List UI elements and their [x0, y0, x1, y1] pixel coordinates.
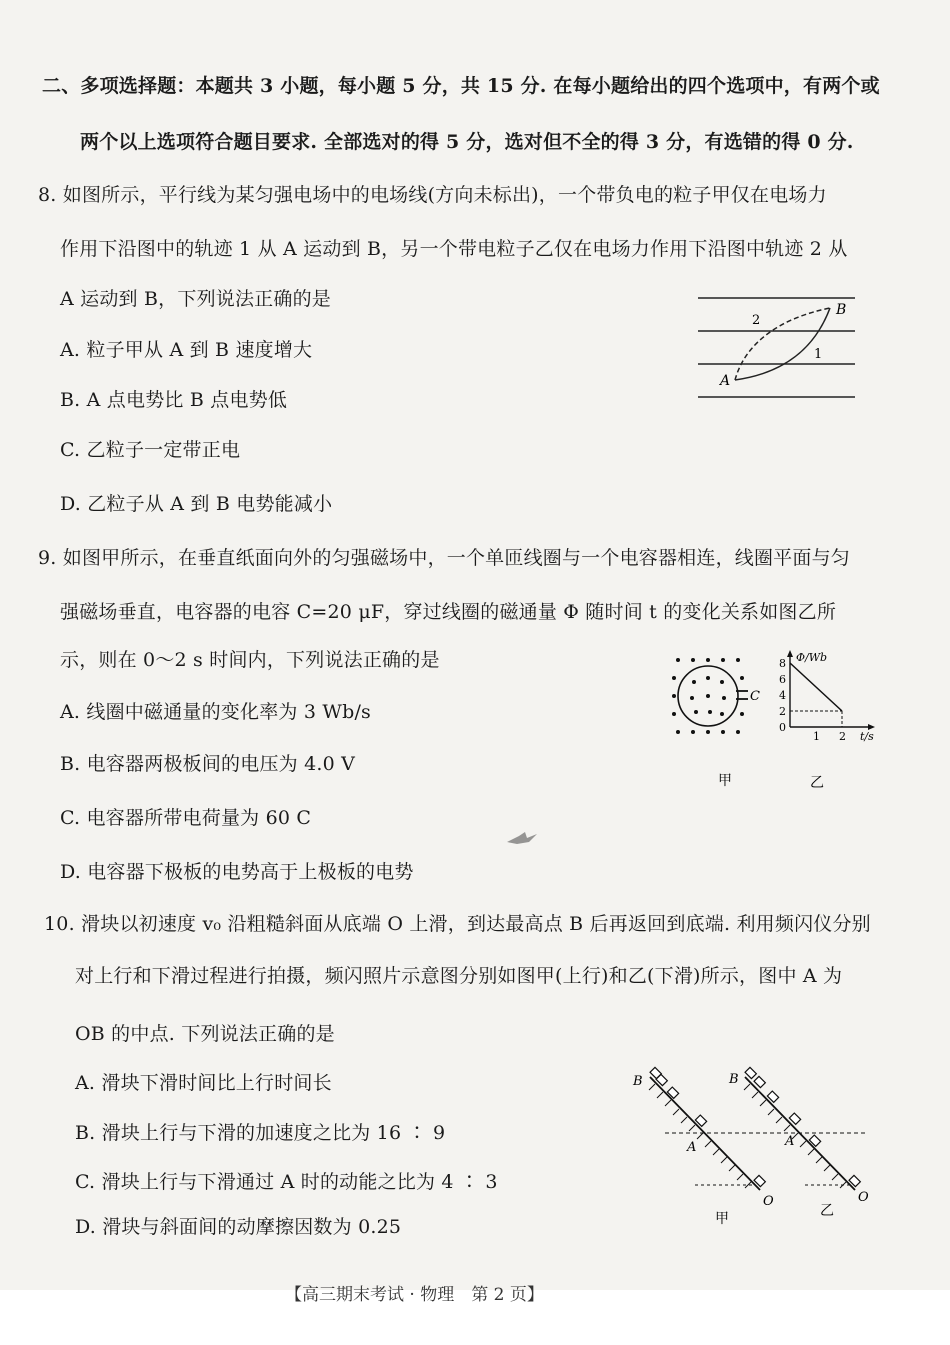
q10-label-a1: A: [687, 1140, 697, 1155]
q8-trajectory-1: [735, 308, 830, 380]
q10-option-a: A. 滑块下滑时间比上行时间长: [75, 1072, 332, 1094]
q9-field-dots: [672, 658, 744, 734]
q9-ytick-label: 4: [779, 689, 786, 702]
q8-option-b: B. A 点电势比 B 点电势低: [60, 389, 288, 411]
section-header-line2: 两个以上选项符合题目要求. 全部选对的得 5 分，选对但不全的得 3 分，有选错的得 0 分.: [80, 131, 854, 153]
q9-option-d: D. 电容器下极板的电势高于上极板的电势: [60, 861, 414, 883]
q9-ytick-label: 0: [779, 721, 786, 734]
q10-label-o2: O: [858, 1190, 869, 1205]
q8-stem-line2: 作用下沿图中的轨迹 1 从 A 运动到 B，另一个带电粒子乙仅在电场力作用下沿图中轨迹 2 从: [60, 238, 848, 260]
q9-ylabel: Φ/Wb: [796, 651, 828, 664]
q10-stem-line3: OB 的中点. 下列说法正确的是: [75, 1023, 335, 1045]
q10-label-b1: B: [633, 1074, 643, 1089]
q10-incline-jia: [632, 1067, 774, 1227]
q9-stem-line2: 强磁场垂直，电容器的电容 C=20 μF，穿过线圈的磁通量 Φ 随时间 t 的变化关系如图乙所: [60, 601, 837, 623]
q9-cap-label: C: [750, 689, 760, 704]
q9-coil-figure: [668, 652, 768, 792]
q8-field-figure: [690, 288, 860, 403]
q8-trajectory-2: [735, 308, 830, 380]
q10-caption-jia: 甲: [715, 1211, 729, 1227]
q9-caption-yi: 乙: [810, 775, 824, 791]
q9-flux-chart: [770, 645, 880, 795]
q10-stem-line1: 10. 滑块以初速度 v₀ 沿粗糙斜面从底端 O 上滑，到达最高点 B 后再返回到底端. 利用频闪仪分别: [44, 913, 871, 935]
q8-option-c: C. 乙粒子一定带正电: [60, 439, 241, 461]
q9-stem-line1: 9. 如图甲所示，在垂直纸面向外的匀强磁场中，一个单匝线圈与一个电容器相连，线圈平面与匀: [38, 547, 850, 569]
q9-caption-jia: 甲: [718, 773, 732, 789]
q10-caption-yi: 乙: [820, 1203, 834, 1219]
q9-xlabel: t/s: [860, 730, 874, 743]
q8-option-a: A. 粒子甲从 A 到 B 速度增大: [60, 339, 313, 361]
q10-incline-figure: [625, 1065, 875, 1230]
q10-option-c: C. 滑块上行与下滑通过 A 时的动能之比为 4 ∶ 3: [75, 1171, 498, 1193]
ink-smudge: [505, 830, 539, 846]
q10-incline-yi: [728, 1067, 869, 1219]
q8-label-a: A: [720, 373, 731, 389]
q8-stem-line1: 8. 如图所示，平行线为某匀强电场中的电场线(方向未标出)，一个带负电的粒子甲仅在电场力: [38, 184, 827, 206]
q9-xticks: [813, 730, 846, 743]
section-header-line1: 二、多项选择题：本题共 3 小题，每小题 5 分，共 15 分. 在每小题给出的四个选项中，有两个或: [42, 75, 880, 97]
page-footer: [285, 1280, 544, 1294]
q8-option-d: D. 乙粒子从 A 到 B 电势能减小: [60, 493, 333, 515]
q10-option-b: B. 滑块上行与下滑的加速度之比为 16 ∶ 9: [75, 1122, 446, 1144]
q9-option-b: B. 电容器两极板间的电压为 4.0 V: [60, 753, 356, 775]
q9-xtick-label: 2: [839, 730, 846, 743]
q9-yticks: [779, 657, 786, 734]
q9-ytick-label: 2: [779, 705, 786, 718]
q8-label-2: 2: [752, 313, 761, 328]
q8-stem-line3: A 运动到 B，下列说法正确的是: [60, 288, 331, 310]
q9-y-arrow: [787, 650, 793, 657]
q8-label-1: 1: [814, 347, 823, 362]
q9-xtick-label: 1: [813, 730, 820, 743]
q8-label-b: B: [836, 302, 847, 318]
q9-ytick-label: 6: [779, 673, 786, 686]
q10-label-o1: O: [763, 1194, 774, 1209]
q9-ytick-label: 8: [779, 657, 786, 670]
q9-option-c: C. 电容器所带电荷量为 60 C: [60, 807, 312, 829]
q10-stem-line2: 对上行和下滑过程进行拍摄，频闪照片示意图分别如图甲(上行)和乙(下滑)所示，图中 A 为: [75, 965, 843, 987]
q10-label-a2: A: [785, 1134, 795, 1149]
q9-flux-line: [790, 663, 842, 711]
q9-option-a: A. 线圈中磁通量的变化率为 3 Wb/s: [60, 701, 372, 723]
q10-label-b2: B: [729, 1072, 739, 1087]
q10-option-d: D. 滑块与斜面间的动摩擦因数为 0.25: [75, 1216, 402, 1238]
q9-stem-line3: 示，则在 0～2 s 时间内，下列说法正确的是: [60, 649, 440, 671]
